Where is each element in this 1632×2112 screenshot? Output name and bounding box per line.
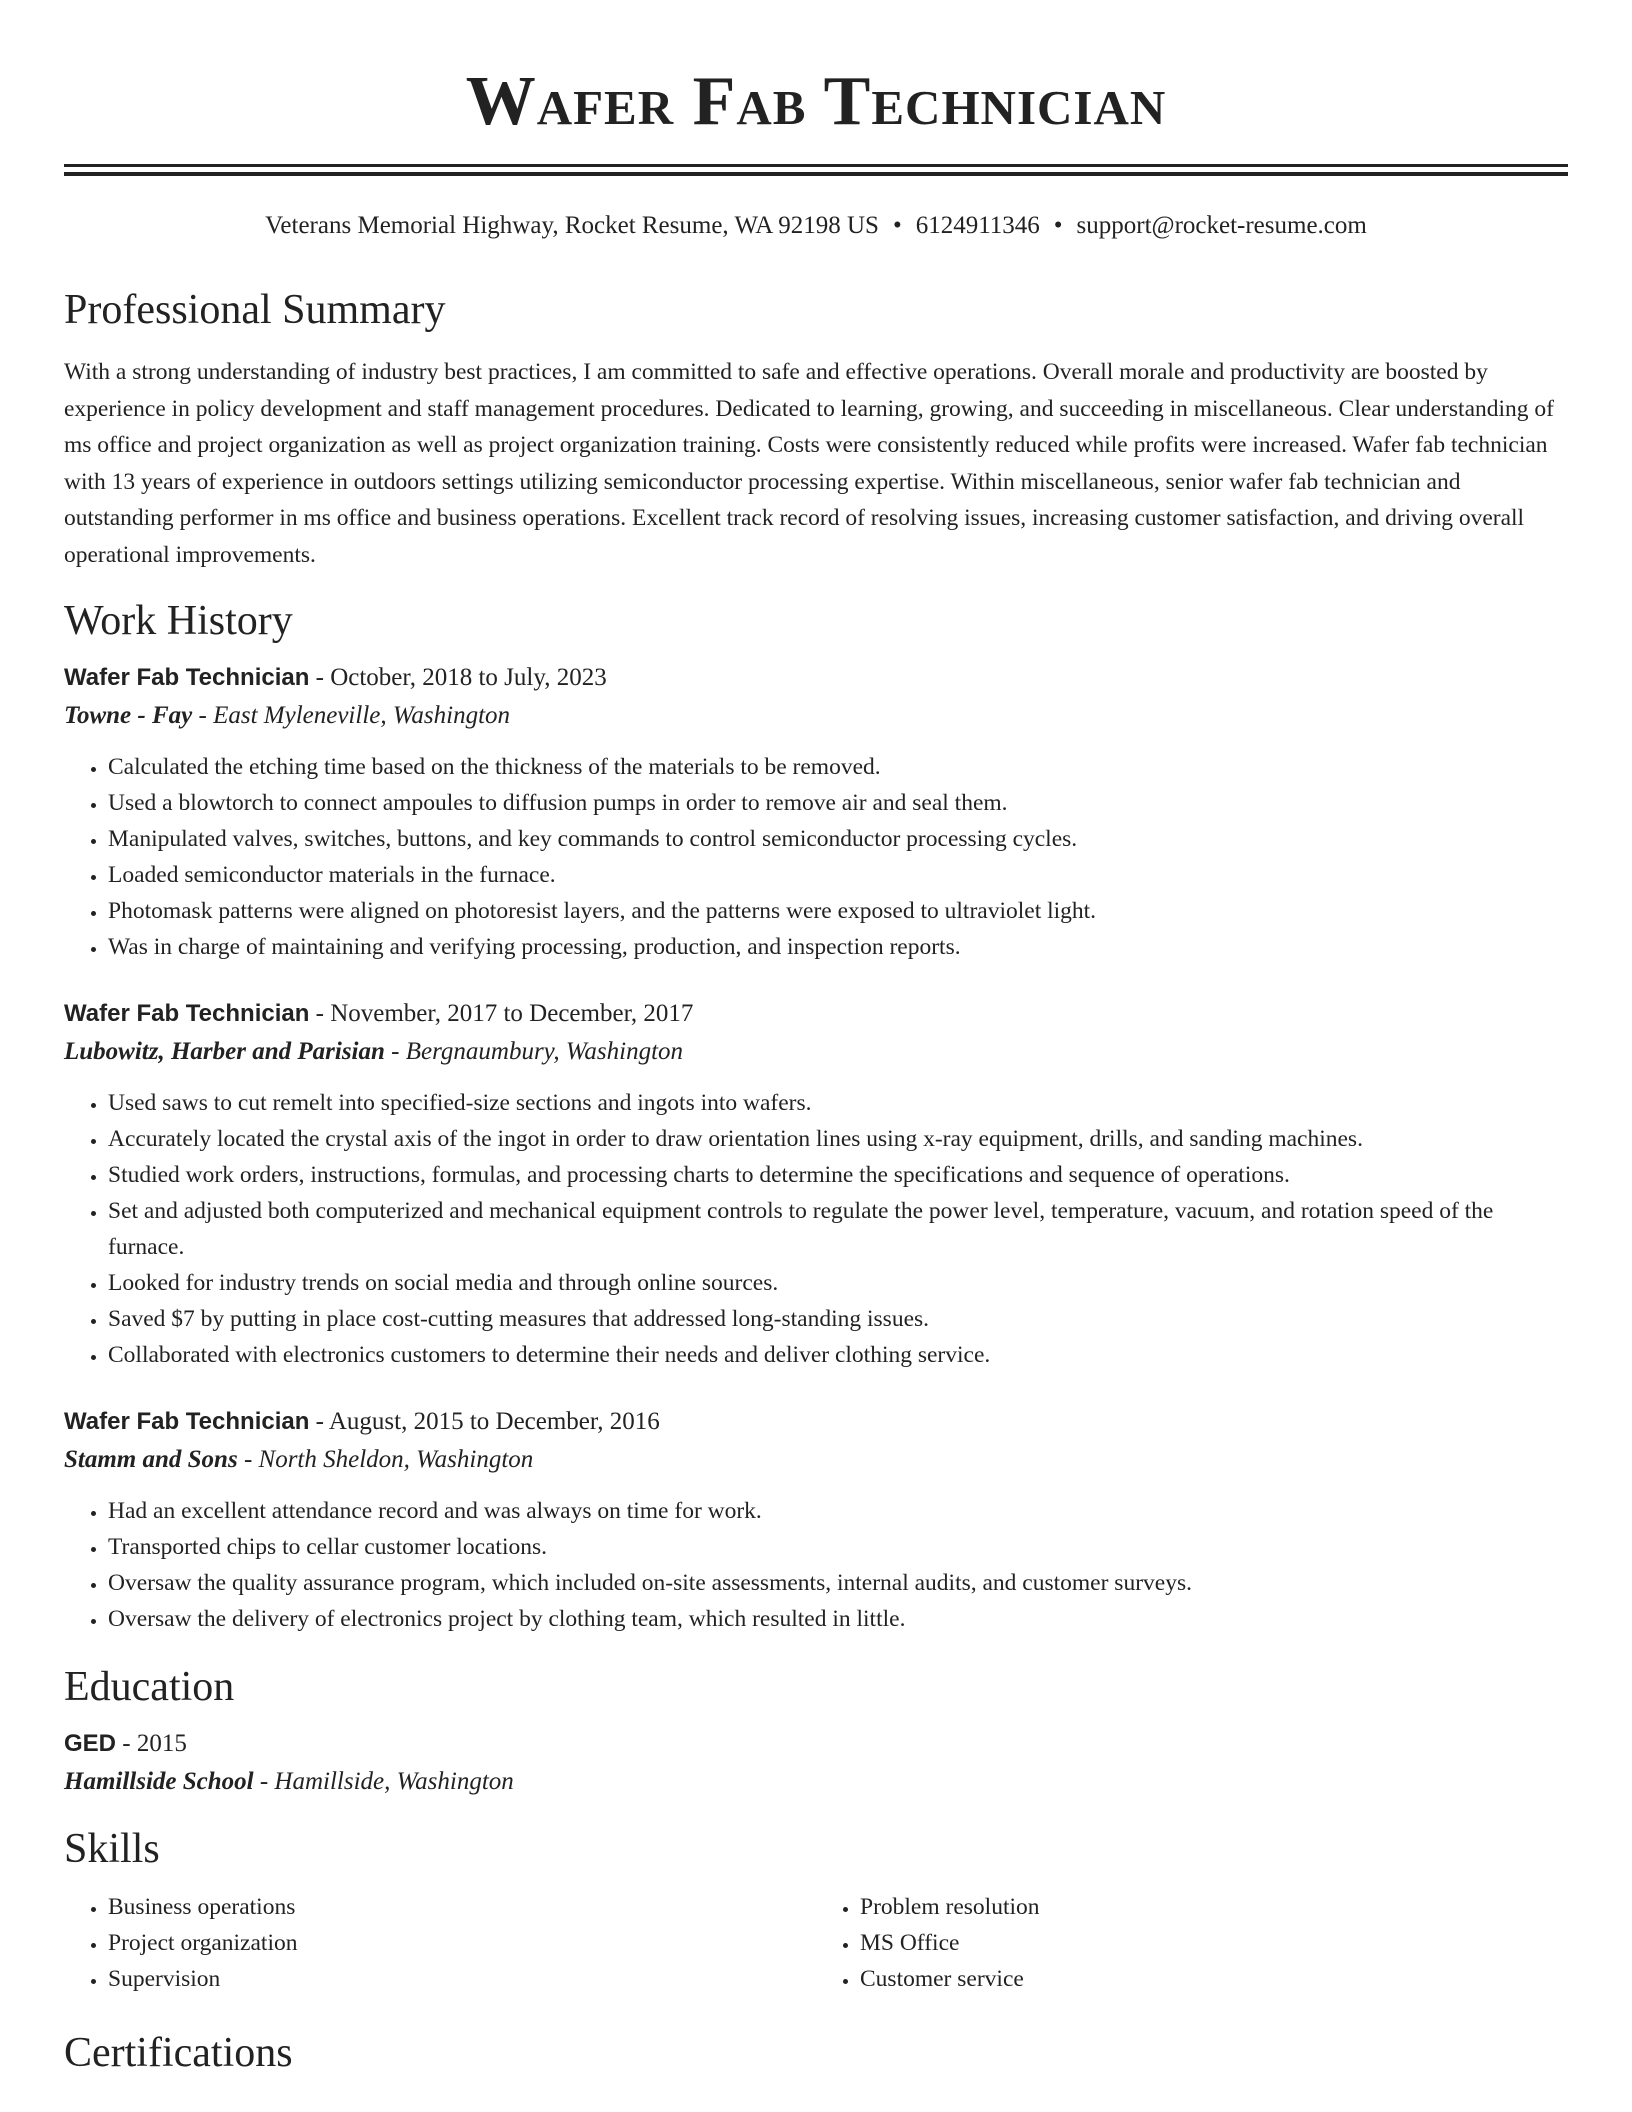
- job-location: - East Myleneville, Washington: [192, 702, 511, 729]
- job-company: Lubowitz, Harber and Parisian: [64, 1038, 385, 1065]
- education-entry: [64, 1725, 1568, 1801]
- summary-heading: Professional Summary: [64, 287, 446, 333]
- job-title-line: [64, 659, 1568, 697]
- list-item: • Studied work orders, instructions, formulas, and processing charts to determine the specifications and sequence of operations.: [108, 1157, 1568, 1193]
- job-bullets: [64, 1493, 1568, 1637]
- education-school-line: [64, 1763, 1568, 1801]
- list-item: • Oversaw the quality assurance program, which included on-site assessments, internal audits, and customer surveys.: [108, 1565, 1568, 1601]
- list-item: • Loaded semiconductor materials in the furnace.: [108, 857, 1568, 893]
- list-item: • Business operations: [108, 1889, 816, 1925]
- job-entry: [64, 1403, 1568, 1637]
- list-item: • Manipulated valves, switches, buttons, and key commands to control semiconductor processing cycles.: [108, 821, 1568, 857]
- job-company-line: [64, 1441, 1568, 1479]
- list-item: • MS Office: [860, 1925, 1568, 1961]
- summary-text: With a strong understanding of industry best practices, I am committed to safe and effective operations. Overall morale and productivity are boosted by experience in policy development and staff management procedures. Dedicated to learning, growing, and succeeding in miscellaneous. Clear understanding of ms office and project organization as well as project organization training. Costs were consistently reduced while profits were increased. Wafer fab technician with 13 years of experience in outdoors settings utilizing semiconductor processing expertise. Within miscellaneous, senior wafer fab technician and outstanding performer in ms office and business operations. Excellent track record of resolving issues, increasing customer satisfaction, and driving overall operational improvements.: [64, 359, 1555, 568]
- education-heading: Education: [64, 1664, 235, 1710]
- education-degree-line: [64, 1725, 1568, 1763]
- skills-grid: [64, 1889, 1568, 1997]
- job-company-line: [64, 697, 1568, 735]
- list-item: • Photomask patterns were aligned on photoresist layers, and the patterns were exposed to ultraviolet light.: [108, 893, 1568, 929]
- contact-separator: •: [892, 212, 902, 239]
- list-item: • Problem resolution: [860, 1889, 1568, 1925]
- education-school: Hamillside School: [64, 1768, 254, 1795]
- job-bullets: [64, 1085, 1568, 1373]
- certifications-heading: Certifications: [64, 2030, 293, 2076]
- job-dates: - October, 2018 to July, 2023: [309, 664, 607, 691]
- list-item: • Accurately located the crystal axis of the ingot in order to draw orientation lines using x-ray equipment, drills, and sanding machines.: [108, 1121, 1568, 1157]
- contact-address: Veterans Memorial Highway, Rocket Resume, WA 92198 US: [265, 212, 879, 239]
- job-dates: - November, 2017 to December, 2017: [309, 1000, 694, 1027]
- job-bullets: [64, 749, 1568, 965]
- job-role: Wafer Fab Technician: [64, 1000, 310, 1027]
- list-item: • Supervision: [108, 1961, 816, 1997]
- work-history-heading: Work History: [64, 598, 293, 644]
- header-double-rule: [64, 164, 1568, 176]
- job-entry: [64, 659, 1568, 965]
- list-item: • Customer service: [860, 1961, 1568, 1997]
- job-entry: [64, 995, 1568, 1373]
- list-item: • Looked for industry trends on social media and through online sources.: [108, 1265, 1568, 1301]
- education-location: - Hamillside, Washington: [253, 1768, 514, 1795]
- list-item: • Set and adjusted both computerized and mechanical equipment controls to regulate the power level, temperature, vacuum, and rotation speed of the furnace.: [108, 1193, 1568, 1265]
- skills-heading: Skills: [64, 1826, 160, 1872]
- contact-phone: 6124911346: [915, 212, 1040, 239]
- education-year: - 2015: [116, 1730, 187, 1757]
- list-item: • Project organization: [108, 1925, 816, 1961]
- job-dates: - August, 2015 to December, 2016: [309, 1408, 660, 1435]
- skills-left-column: [64, 1889, 816, 1997]
- list-item: • Oversaw the delivery of electronics project by clothing team, which resulted in little.: [108, 1601, 1568, 1637]
- list-item: • Had an excellent attendance record and was always on time for work.: [108, 1493, 1568, 1529]
- list-item: • Used a blowtorch to connect ampoules to diffusion pumps in order to remove air and seal them.: [108, 785, 1568, 821]
- list-item: • Transported chips to cellar customer locations.: [108, 1529, 1568, 1565]
- list-item: • Saved $7 by putting in place cost-cutting measures that addressed long-standing issues.: [108, 1301, 1568, 1337]
- education-degree: GED: [64, 1730, 117, 1757]
- job-title-line: [64, 1403, 1568, 1441]
- list-item: • Was in charge of maintaining and verifying processing, production, and inspection reports.: [108, 929, 1568, 965]
- job-company-line: [64, 1033, 1568, 1071]
- list-item: • Calculated the etching time based on the thickness of the materials to be removed.: [108, 749, 1568, 785]
- skills-right-column: [816, 1889, 1568, 1997]
- contact-email: support@rocket-resume.com: [1076, 212, 1367, 239]
- job-role: Wafer Fab Technician: [64, 664, 310, 691]
- job-location: - Bergnaumbury, Washington: [384, 1038, 684, 1065]
- job-company: Towne - Fay: [64, 702, 193, 729]
- contact-separator: •: [1053, 212, 1063, 239]
- job-company: Stamm and Sons: [64, 1446, 238, 1473]
- list-item: • Collaborated with electronics customers to determine their needs and deliver clothing service.: [108, 1337, 1568, 1373]
- job-title-line: [64, 995, 1568, 1033]
- contact-line: [64, 210, 1568, 242]
- job-location: - North Sheldon, Washington: [237, 1446, 534, 1473]
- job-role: Wafer Fab Technician: [64, 1408, 310, 1435]
- list-item: • Used saws to cut remelt into specified-size sections and ingots into wafers.: [108, 1085, 1568, 1121]
- candidate-name: Wafer Fab Technician: [465, 63, 1167, 140]
